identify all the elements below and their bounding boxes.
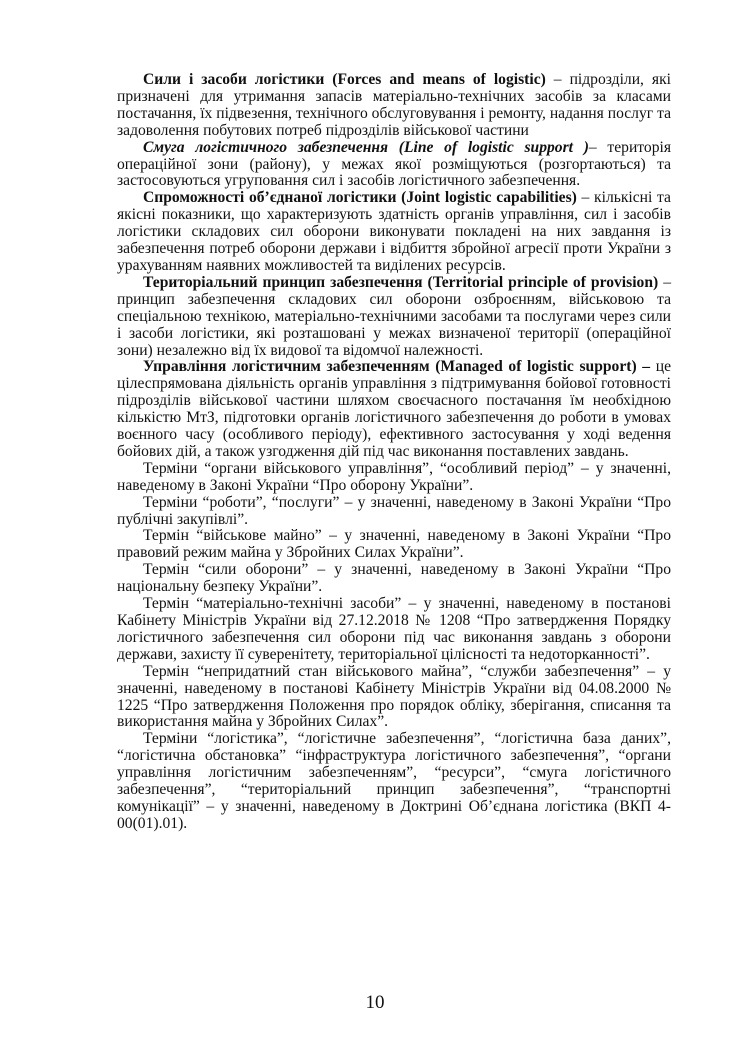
term-reference-3: Термін “військове майно” – у значенні, наведеному в Законі України “Про правовий режим майна у Збройних Силах України”. bbox=[117, 527, 671, 562]
term-reference-5: Термін “матеріально-технічні засоби” – у значенні, наведеному в постанові Кабінету Міністрів України від 27.12.2018 № 1208 “Про затвердження Порядку логістичного забезпечення сил оборони під час виконання завдань з оборони держави, захисту її суверенітету, територіальної цілісності та недоторканності”. bbox=[117, 595, 671, 663]
term-forces-and-means: Сили і засоби логістики (Forces and means of logistic) bbox=[143, 71, 546, 88]
definition-logistic-support-management bbox=[117, 359, 671, 460]
term-reference-7: Терміни “логістика”, “логістичне забезпечення”, “логістична база даних”, “логістична обстановка” “інфраструктура логістичного забезпечення”, “органи управління логістичним забезпеченням”, “ресурси”, “смуга логістичного забезпечення”, “територіальний принцип забезпечення”, “транспортні комунікації” – у значенні, наведеному в Доктрині Об’єднана логістика (ВКП 4-00(01).01). bbox=[117, 730, 671, 832]
definition-logistic-support-line bbox=[117, 140, 671, 191]
definition-forces-and-means-text: – підрозділи, які призначені для утримання запасів матеріально-технічних засобів за класами постачання, їх підвезення, технічного обслуговування і ремонту, надання послуг та задоволення побутових потреб підрозділів військової частини bbox=[117, 71, 671, 139]
term-logistic-support-line: Смуга логістичного забезпечення (Line of logistic support ) bbox=[143, 138, 589, 156]
definition-joint-logistic-capabilities bbox=[117, 190, 671, 275]
definition-logistic-support-line-text: – територія операційної зони (району), у межах якої розміщуються (розгортаються) та застосовуються угруповання сил і засобів логістичного забезпечення. bbox=[117, 138, 671, 190]
definition-joint-logistic-capabilities-text: – кількісні та якісні показники, що характеризують здатність органів управління, сил і засобів логістики складових сил оборони виконувати покладені на них завдання із забезпечення потреб оборони держави і відбиття збройної агресії проти України з урахуванням наявних можливостей та виділених ресурсів. bbox=[117, 189, 671, 274]
definition-forces-and-means bbox=[117, 72, 671, 140]
definition-territorial-principle bbox=[117, 275, 671, 360]
term-joint-logistic-capabilities: Спроможності об’єднаної логістики (Joint logistic capabilities) bbox=[143, 189, 577, 207]
term-reference-2: Терміни “роботи”, “послуги” – у значенні, наведеному в Законі України “Про публічні закупівлі”. bbox=[117, 493, 671, 528]
term-reference-6: Термін “непридатний стан військового майна”, “служби забезпечення” – у значенні, наведеному в постанові Кабінету Міністрів України від 04.08.2000 № 1225 “Про затвердження Положення про порядок обліку, зберігання, списання та використання майна у Збройних Силах”. bbox=[117, 662, 671, 731]
term-logistic-support-management: Управління логістичним забезпеченням (Managed of logistic support) – bbox=[143, 358, 651, 376]
term-reference-4: Термін “сили оборони” – у значенні, наведеному в Законі України “Про національну безпеку України”. bbox=[117, 561, 671, 596]
page-number: 10 bbox=[365, 992, 385, 1013]
definition-logistic-support-management-text: це цілеспрямована діяльність органів управління з підтримування бойової готовності підрозділів військової частини шляхом своєчасного постачання їм необхідною кількістю МтЗ, підготовки органів логістичного забезпечення до роботи в умовах воєнного часу (особливого періоду), ефективного застосування у ході ведення бойових дій, а також узгодження дій під час виконання поставлених завдань. bbox=[117, 358, 671, 460]
definition-territorial-principle-text: – принцип забезпечення складових сил оборони озброєнням, військовою та спеціальною технікою, матеріально-технічними засобами та послугами через сили і засоби логістики, які розташовані у межах визначеної території (операційної зони) незалежно від їх видової та відомчої належності. bbox=[117, 273, 671, 359]
term-territorial-principle: Територіальний принцип забезпечення (Territorial principle of provision) bbox=[143, 273, 659, 291]
document-body bbox=[117, 72, 671, 833]
term-reference-1: Терміни “органи військового управління”, “особливий період” – у значенні, наведеному в Законі України “Про оборону України”. bbox=[117, 459, 671, 494]
